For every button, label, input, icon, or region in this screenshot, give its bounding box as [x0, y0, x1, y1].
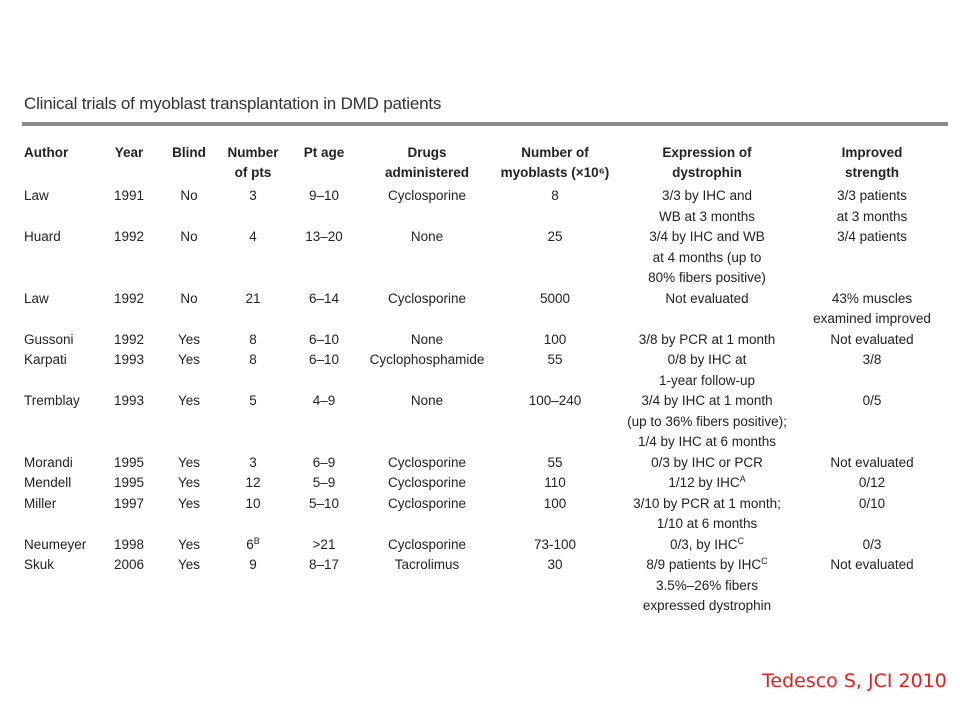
year-cell-text: 1997 [113, 495, 145, 511]
myoblasts-cell [492, 391, 618, 453]
pt-age-cell-text: 8–17 [308, 557, 340, 572]
myoblasts-cell [492, 186, 618, 227]
drugs-cell [362, 289, 492, 330]
myoblasts-cell [492, 473, 618, 494]
header-line: Drugs [407, 145, 447, 160]
year-cell [100, 535, 158, 556]
year-cell-text: 1992 [113, 229, 145, 244]
header-line: Author [24, 145, 69, 160]
myoblasts-cell [492, 289, 618, 330]
expression-line [622, 227, 792, 248]
number-of-pts-cell-text: 8 [249, 331, 257, 347]
author-cell-text: Mendell [24, 475, 72, 490]
expression-cell [618, 494, 796, 535]
drugs-cell-text: Cyclosporine [387, 495, 467, 511]
table-row [18, 186, 948, 227]
drugs-cell [362, 453, 492, 474]
table-row [18, 555, 948, 617]
clinical-trials-table [18, 143, 948, 617]
drugs-cell-text: Cyclophosphamide [369, 352, 485, 367]
number-of-pts-cell [220, 494, 286, 535]
myoblasts-cell-text: 55 [547, 352, 563, 367]
year-cell [100, 227, 158, 289]
year-cell-text: 1993 [113, 352, 145, 367]
author-cell-text: Law [24, 290, 49, 306]
year-cell [100, 391, 158, 453]
pt-age-cell-text: 6–10 [308, 331, 340, 347]
table-row [18, 494, 948, 535]
number-of-pts-cell [220, 535, 286, 556]
strength-line: Not evaluated [830, 557, 914, 572]
title-rule [22, 122, 948, 126]
year-cell [100, 289, 158, 330]
expression-line-text: at 4 months (up to [652, 249, 762, 265]
pt-age-cell [286, 494, 362, 535]
drugs-cell-text: Cyclosporine [387, 290, 467, 306]
year-cell-text: 1998 [113, 536, 145, 552]
improved-strength-cell [796, 227, 948, 289]
expression-line-text: 0/8 by IHC at [667, 352, 747, 367]
author-cell [18, 330, 100, 351]
drugs-cell [362, 186, 492, 227]
myoblasts-cell [492, 227, 618, 289]
year-cell-text: 1995 [113, 475, 145, 490]
blind-cell [158, 350, 220, 391]
blind-cell-text: Yes [177, 536, 201, 552]
expression-line [622, 535, 792, 556]
table-row [18, 453, 948, 474]
expression-line-text: 3/4 by IHC and WB [649, 229, 765, 244]
myoblasts-cell-text: 8 [551, 188, 559, 203]
pt-age-cell-text: 9–10 [308, 188, 340, 203]
strength-line: 3/4 patients [837, 229, 907, 244]
table-row [18, 350, 948, 391]
myoblasts-cell-text: 73-100 [533, 536, 577, 552]
pt-age-cell [286, 289, 362, 330]
author-cell [18, 350, 100, 391]
blind-cell-text: Yes [177, 495, 201, 511]
table-title: Clinical trials of myoblast transplantation in DMD patients [24, 94, 442, 113]
blind-cell [158, 227, 220, 289]
table-row [18, 535, 948, 556]
header-row [18, 143, 948, 186]
pt-age-cell-text: 6–10 [308, 352, 340, 367]
expression-line [622, 514, 792, 535]
improved-strength-cell [796, 350, 948, 391]
expression-line [622, 453, 792, 474]
blind-cell-text: Yes [177, 454, 201, 470]
myoblasts-cell [492, 330, 618, 351]
drugs-cell [362, 494, 492, 535]
author-cell [18, 535, 100, 556]
author-cell [18, 186, 100, 227]
header-line: Number of [521, 145, 589, 160]
author-cell-text: Tremblay [24, 393, 80, 408]
expression-line-text: 80% fibers positive) [648, 270, 766, 285]
strength-line: Not evaluated [830, 454, 914, 470]
expression-line [622, 186, 792, 207]
author-cell-text: Karpati [24, 352, 67, 367]
blind-cell-text: No [180, 188, 198, 203]
column-header-blind [158, 143, 220, 186]
pt-age-cell-text: >21 [312, 536, 336, 552]
number-of-pts-cell-text: 6 [246, 536, 254, 552]
author-cell-text: Huard [24, 229, 61, 244]
expression-line-text: 3/4 by IHC at 1 month [641, 393, 773, 408]
improved-strength-cell [796, 555, 948, 617]
improved-strength-cell [796, 391, 948, 453]
table-row [18, 391, 948, 453]
improved-strength-cell [796, 494, 948, 535]
number-of-pts-cell [220, 330, 286, 351]
strength-line: 3/8 [862, 352, 882, 367]
column-header-number-of-pts [220, 143, 286, 186]
myoblasts-cell-text: 5000 [539, 290, 571, 306]
drugs-cell [362, 330, 492, 351]
expression-cell [618, 555, 796, 617]
table-row [18, 330, 948, 351]
expression-line-text: 8/9 patients by IHC [646, 557, 762, 572]
improved-strength-cell [796, 289, 948, 330]
blind-cell [158, 391, 220, 453]
blind-cell [158, 453, 220, 474]
expression-cell [618, 227, 796, 289]
expression-cell [618, 330, 796, 351]
expression-cell [618, 350, 796, 391]
drugs-cell-text: Cyclosporine [387, 188, 467, 203]
myoblasts-cell-text: 30 [547, 557, 563, 572]
author-cell-text: Gussoni [24, 331, 74, 347]
number-of-pts-cell-text: 4 [249, 229, 257, 244]
expression-cell [618, 289, 796, 330]
drugs-cell-text: None [410, 229, 444, 244]
pt-age-cell [286, 555, 362, 617]
author-cell-text: Neumeyer [24, 536, 87, 552]
citation: Tedesco S, JCI 2010 [762, 670, 947, 692]
drugs-cell-text: None [410, 331, 444, 347]
pt-age-cell [286, 453, 362, 474]
column-header-author [18, 143, 100, 186]
year-cell [100, 330, 158, 351]
blind-cell-text: No [180, 290, 198, 306]
pt-age-cell-text: 6–14 [308, 290, 340, 306]
column-header-number-of-myoblasts [492, 143, 618, 186]
myoblasts-cell [492, 555, 618, 617]
header-line: myoblasts (×10⁶) [500, 165, 610, 180]
strength-line: 3/3 patients [837, 188, 907, 203]
number-of-pts-cell [220, 186, 286, 227]
number-of-pts-cell [220, 227, 286, 289]
table-row [18, 227, 948, 289]
year-cell [100, 473, 158, 494]
strength-line: 0/5 [862, 393, 882, 408]
author-cell [18, 391, 100, 453]
pt-age-cell-text: 6–9 [312, 454, 336, 470]
column-header-improved-strength [796, 143, 948, 186]
header-line: strength [845, 165, 899, 180]
expression-line-text: WB at 3 months [658, 208, 756, 224]
year-cell-text: 1995 [113, 454, 145, 470]
expression-line [622, 207, 792, 228]
author-cell [18, 473, 100, 494]
column-header-year [100, 143, 158, 186]
year-cell-text: 1992 [113, 331, 145, 347]
expression-line-text: 3/10 by PCR at 1 month; [633, 495, 781, 511]
header-line: Year [114, 145, 144, 160]
drugs-cell-text: Cyclosporine [387, 536, 467, 552]
year-cell [100, 350, 158, 391]
number-of-pts-cell [220, 350, 286, 391]
drugs-cell [362, 350, 492, 391]
blind-cell [158, 330, 220, 351]
footnote-marker: A [739, 474, 746, 484]
author-cell-text: Morandi [24, 454, 73, 470]
drugs-cell [362, 391, 492, 453]
blind-cell-text: Yes [177, 331, 201, 347]
drugs-cell [362, 227, 492, 289]
improved-strength-cell [796, 330, 948, 351]
myoblasts-cell-text: 25 [547, 229, 563, 244]
expression-cell [618, 473, 796, 494]
year-cell [100, 555, 158, 617]
drugs-cell-text: None [410, 393, 444, 408]
table-body [18, 186, 948, 617]
blind-cell-text: No [180, 229, 198, 244]
column-header-expression-of-dystrophin [618, 143, 796, 186]
author-cell-text: Miller [24, 495, 57, 511]
blind-cell [158, 555, 220, 617]
expression-line [622, 248, 792, 269]
strength-line: Not evaluated [830, 331, 914, 347]
footnote-marker: B [253, 535, 260, 546]
expression-line [622, 555, 792, 576]
myoblasts-cell [492, 494, 618, 535]
blind-cell-text: Yes [177, 352, 201, 367]
expression-cell [618, 535, 796, 556]
expression-line-text: 1/4 by IHC at 6 months [637, 434, 777, 449]
table-row [18, 473, 948, 494]
number-of-pts-cell-text: 3 [249, 188, 257, 203]
expression-line [622, 412, 792, 433]
author-cell-text: Law [24, 188, 49, 203]
myoblasts-cell-text: 100–240 [528, 393, 582, 408]
drugs-cell-text: Tacrolimus [394, 557, 460, 572]
expression-cell [618, 391, 796, 453]
drugs-cell [362, 473, 492, 494]
author-cell [18, 555, 100, 617]
myoblasts-cell-text: 100 [543, 331, 567, 347]
strength-line: 43% muscles [831, 290, 913, 306]
pt-age-cell [286, 350, 362, 391]
strength-line: 0/10 [858, 495, 886, 511]
drugs-cell-text: Cyclosporine [387, 475, 467, 490]
header-line: of pts [234, 165, 272, 180]
pt-age-cell [286, 227, 362, 289]
header-line: administered [384, 165, 470, 180]
drugs-cell [362, 555, 492, 617]
pt-age-cell [286, 473, 362, 494]
pt-age-cell-text: 5–9 [312, 475, 336, 490]
expression-line-text: expressed dystrophin [642, 598, 772, 613]
author-cell [18, 227, 100, 289]
expression-line-text: 3.5%–26% fibers [655, 577, 759, 593]
expression-line-text: 3/8 by PCR at 1 month [638, 331, 776, 347]
expression-line-text: 1/10 at 6 months [656, 516, 758, 531]
blind-cell [158, 289, 220, 330]
pt-age-cell-text: 5–10 [308, 495, 340, 511]
expression-cell [618, 453, 796, 474]
number-of-pts-cell-text: 21 [245, 290, 261, 306]
footnote-marker: C [737, 535, 745, 546]
myoblasts-cell-text: 55 [547, 454, 563, 470]
pt-age-cell [286, 535, 362, 556]
strength-line: at 3 months [836, 208, 908, 224]
year-cell [100, 186, 158, 227]
expression-line [622, 268, 792, 289]
column-header-drugs-administered [362, 143, 492, 186]
number-of-pts-cell [220, 289, 286, 330]
pt-age-cell [286, 330, 362, 351]
expression-line-text: (up to 36% fibers positive); [627, 413, 787, 429]
pt-age-cell [286, 391, 362, 453]
myoblasts-cell [492, 453, 618, 474]
expression-line [622, 371, 792, 392]
header-line: Improved [841, 145, 903, 160]
header-line: Pt age [303, 145, 345, 160]
pt-age-cell-text: 4–9 [312, 393, 336, 408]
header-line: Blind [172, 145, 206, 160]
author-cell [18, 289, 100, 330]
year-cell-text: 1992 [113, 290, 145, 306]
drugs-cell [362, 535, 492, 556]
expression-line [622, 494, 792, 515]
expression-line-text: 1/12 by IHC [668, 475, 740, 490]
number-of-pts-cell-text: 5 [249, 393, 257, 408]
year-cell [100, 453, 158, 474]
number-of-pts-cell-text: 12 [245, 475, 261, 490]
blind-cell-text: Yes [177, 557, 201, 572]
expression-line-text: Not evaluated [665, 290, 749, 306]
pt-age-cell [286, 186, 362, 227]
number-of-pts-cell [220, 555, 286, 617]
myoblasts-cell [492, 350, 618, 391]
expression-line [622, 289, 792, 310]
number-of-pts-cell [220, 453, 286, 474]
drugs-cell-text: Cyclosporine [387, 454, 467, 470]
expression-cell [618, 186, 796, 227]
expression-line [622, 391, 792, 412]
blind-cell-text: Yes [177, 475, 201, 490]
number-of-pts-cell-text: 3 [249, 454, 257, 470]
header-line: dystrophin [672, 165, 742, 180]
pt-age-cell-text: 13–20 [305, 229, 343, 244]
blind-cell [158, 535, 220, 556]
strength-line: 0/3 [862, 536, 882, 552]
strength-line: examined improved [813, 311, 931, 326]
myoblasts-cell-text: 100 [543, 495, 567, 511]
expression-line [622, 330, 792, 351]
expression-line-text: 0/3 by IHC or PCR [651, 454, 763, 470]
year-cell-text: 1991 [113, 188, 145, 203]
myoblasts-cell-text: 110 [544, 475, 566, 490]
expression-line-text: 0/3, by IHC [669, 536, 738, 552]
improved-strength-cell [796, 453, 948, 474]
blind-cell [158, 186, 220, 227]
expression-line-text: 1-year follow-up [658, 372, 756, 388]
blind-cell-text: Yes [177, 393, 201, 408]
number-of-pts-cell-text: 9 [249, 557, 257, 572]
myoblasts-cell [492, 535, 618, 556]
improved-strength-cell [796, 186, 948, 227]
expression-line [622, 350, 792, 371]
author-cell [18, 453, 100, 474]
number-of-pts-cell [220, 391, 286, 453]
number-of-pts-cell-text: 8 [249, 352, 257, 367]
expression-line [622, 576, 792, 597]
year-cell-text: 1993 [113, 393, 145, 408]
improved-strength-cell [796, 535, 948, 556]
improved-strength-cell [796, 473, 948, 494]
footnote-marker: C [761, 556, 768, 566]
expression-line [622, 473, 792, 494]
expression-line [622, 596, 792, 617]
expression-line [622, 432, 792, 453]
author-cell-text: Skuk [24, 557, 55, 572]
strength-line: 0/12 [858, 475, 886, 490]
blind-cell [158, 494, 220, 535]
header-line: Expression of [662, 145, 752, 160]
header-line: Number [227, 145, 279, 160]
blind-cell [158, 473, 220, 494]
expression-line-text: 3/3 by IHC and [661, 188, 753, 203]
year-cell-text: 2006 [113, 557, 145, 572]
column-header-pt-age [286, 143, 362, 186]
table-row [18, 289, 948, 330]
number-of-pts-cell [220, 473, 286, 494]
year-cell [100, 494, 158, 535]
author-cell [18, 494, 100, 535]
number-of-pts-cell-text: 10 [245, 495, 261, 511]
